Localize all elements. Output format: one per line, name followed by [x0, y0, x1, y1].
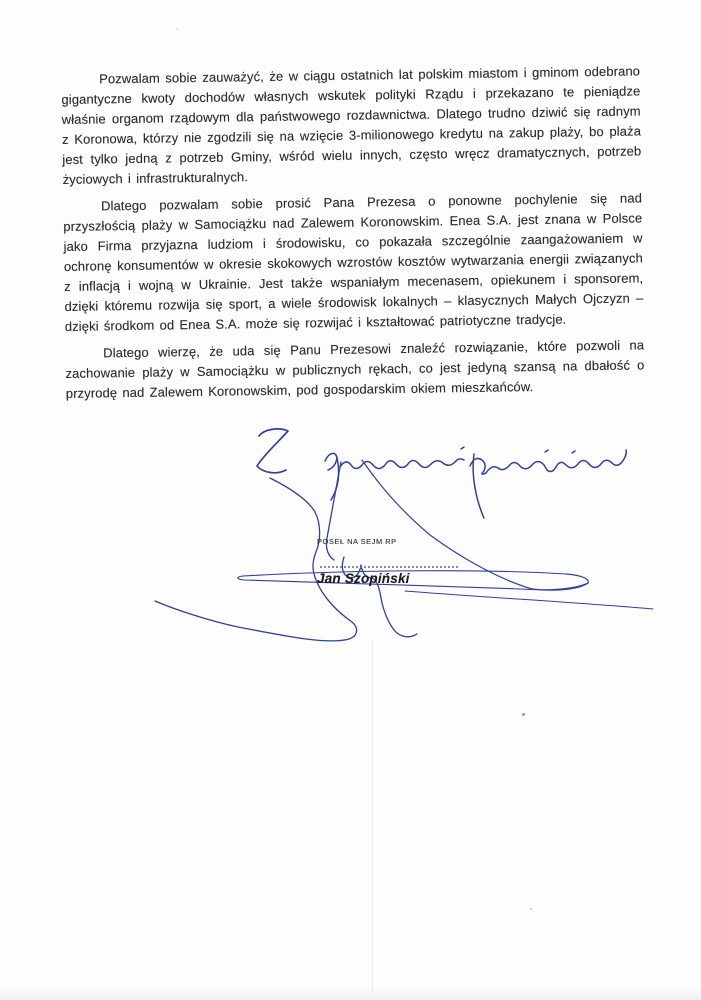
letter-paragraph: Pozwalam sobie zauważyć, że w ciągu ostatnich lat polskim miastom i gminom odebrano gigantyczne kwoty dochodów własnych wskutek polityki Rządu i przekazano te pieniądze właśnie organom rządowym dla państwowego rozdawnictwa. Dlatego trudno dziwić się radnym z Koronowa, którzy nie zgodzili się na wzięcie 3-milionowego kredytu na zakup plaży, bo plaża jest tylko jedną z potrzeb Gminy, wśród wielu innych, często wręcz dramatycznych, potrzeb życiowych i infrastrukturalnych. [61, 63, 642, 187]
stamp-name: Jan Szopiński [317, 571, 410, 586]
stamp-dotted-line [320, 558, 458, 568]
scan-speck [522, 713, 525, 716]
stamp-title: POSEŁ NA SEJM RP [317, 537, 397, 546]
signature-ink-group [155, 429, 653, 641]
scan-bottom-shadow [0, 986, 701, 1000]
letter-paragraph: Dlatego pozwalam sobie prosić Pana Prezesa o ponowne pochylenie się nad przyszłością plaży w Samociążku nad Zalewem Koronowskim. Enea S.A. jest znana w Polsce jako Firma przyjazna ludziom i środowisku, co pokazała szczególnie zaangażowaniem w ochronę konsumentów w okresie skokowych wzrostów kosztów wytwarzania energii związanych z inflacją i wojną w Ukrainie. Jest także wspaniałym mecenasem, opiekunem i sponsorem, dzięki któremu rozwija się sport, a wiele środowisk lokalnych – klasycznych Małych Ojczyzn – dzięki środkom od Enea S.A. może się rozwijać i kształtować patriotyczne tradycje. [63, 190, 644, 334]
scan-speck [530, 908, 532, 910]
letter-body [61, 61, 645, 411]
scan-edge-artifact [0, 0, 1, 107]
paper-fold-line [372, 640, 373, 992]
scan-speck [176, 28, 178, 30]
letter-paragraph: Dlatego wierzę, że uda się Panu Prezesowi znaleźć rozwiązanie, które pozwoli na zachowanie plaży w Samociążku w publicznych rękach, co jest jedyną szansą na dbałość o przyrodę nad Zalewem Koronowskim, pod gospodarskim okiem mieszkańców. [65, 337, 645, 401]
